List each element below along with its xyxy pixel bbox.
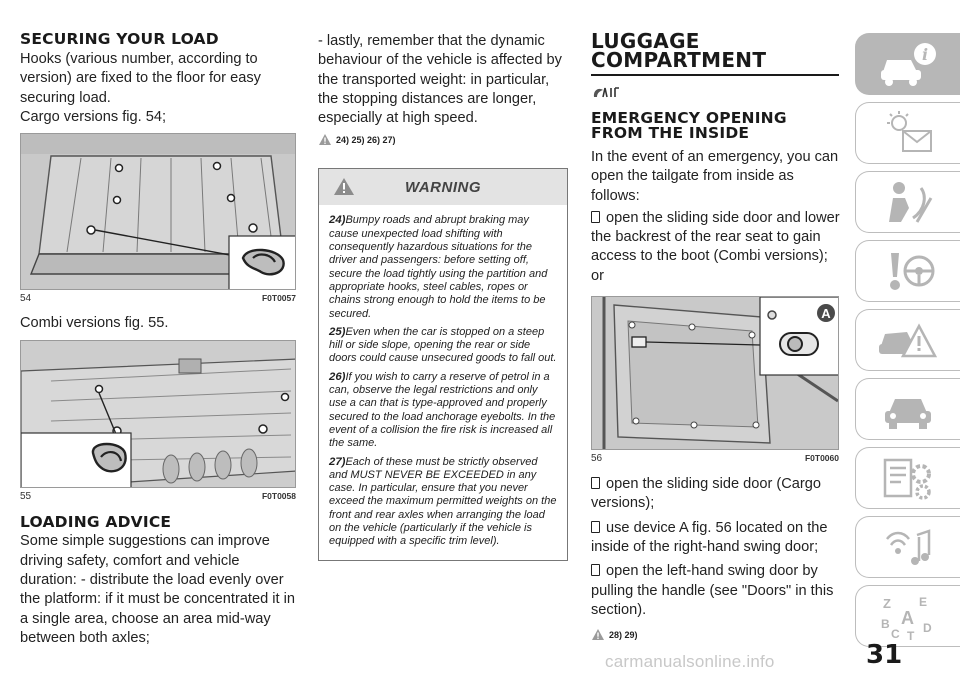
warning-item-text: Each of these must be strictly observed and MUST NEVER BE EXCEEDED in any case. In particular, ensure that you never exceed the maximum permitted weights on the front and rear axles when arranging the load on the vehicle (particularly if the vehicle is equipped with a specific trim level).: [329, 455, 557, 548]
heading-loading-advice: LOADING ADVICE: [20, 513, 172, 532]
index-letter: A: [901, 608, 914, 628]
heading-emergency-line-1: EMERGENCY OPENING: [591, 109, 787, 127]
multimedia-icon: [877, 523, 939, 571]
bullet-item: [591, 475, 843, 514]
emergency-icon: [877, 316, 939, 364]
figure-55-combi-floor-hooks: [20, 340, 296, 488]
index-icon: [877, 592, 939, 640]
bullet-item: [591, 562, 843, 620]
cargo-floor-illustration: [21, 134, 296, 290]
index-letter: T: [907, 629, 915, 640]
figure-54-code: F0T0057: [261, 293, 296, 304]
bullet-item: [591, 209, 843, 267]
warning-reference-text: 28) 29): [609, 629, 638, 640]
warning-reference-text: 24) 25) 26) 27): [336, 134, 396, 145]
index-letter: B: [881, 617, 890, 631]
bullet-checkbox-icon: [591, 564, 600, 576]
warning-title: WARNING: [405, 178, 481, 196]
heading-rule: [591, 74, 839, 76]
tab-car-info[interactable]: [855, 33, 960, 95]
index-letter: C: [891, 627, 900, 640]
warning-box: [318, 168, 568, 560]
bullet-text: open the left-hand swing door by pulling the handle (see "Doors" in this section).: [591, 563, 834, 618]
figure-56-number: 56: [591, 453, 603, 465]
chapter-tab-sidebar: [855, 0, 960, 678]
figure-56-label-a: A: [821, 306, 831, 322]
column-left: [20, 0, 296, 648]
car-info-icon: [877, 40, 939, 88]
column-middle: [318, 0, 568, 561]
warning-item: [329, 326, 557, 366]
tab-emergency[interactable]: [855, 309, 960, 371]
tab-technical-data[interactable]: [855, 447, 960, 509]
paragraph-lastly: - lastly, remember that the dynamic behaviour of the vehicle is affected by the transported weight: in particular, the stopping distances are longer, especially at high speed.: [318, 33, 562, 127]
bullet-checkbox-icon: [591, 521, 600, 533]
warning-lights-icon: [877, 109, 939, 157]
warning-item-number: 27): [329, 455, 346, 468]
index-letter: E: [919, 595, 928, 609]
warning-item: [329, 214, 557, 320]
tab-starting-driving[interactable]: [855, 240, 960, 302]
warning-box-header: [319, 169, 567, 205]
figure-55-code: F0T0058: [261, 491, 296, 502]
warning-item: [329, 456, 557, 549]
warning-items: [319, 205, 567, 559]
warning-item-number: 24): [329, 214, 346, 227]
paragraph-or: or: [591, 267, 604, 284]
paragraph-emergency-intro: In the event of an emergency, you can open the tailgate from inside as follows:: [591, 149, 839, 204]
warning-item: [329, 371, 557, 451]
maintenance-icon: [877, 385, 939, 433]
column-right: [591, 0, 843, 641]
heading-luggage-line-1: LUGGAGE: [591, 29, 700, 53]
figure-56-caption: [591, 453, 839, 465]
paragraph-combi-versions: Combi versions fig. 55.: [20, 315, 169, 332]
figure-56-code: F0T0060: [804, 453, 839, 464]
watermark: carmanualsonline.info: [605, 652, 775, 671]
warning-item-text: If you wish to carry a reserve of petrol in a can, observe the legal restrictions and only use a can that is type-approved and properly secured to the load anchorage eyebolts. In the event of a collision the fire risk is increased all the same.: [329, 370, 556, 450]
figure-56-swing-door-device: [591, 296, 839, 450]
heading-emergency-line-2: FROM THE INSIDE: [591, 124, 750, 142]
warning-item-number: 25): [329, 325, 346, 338]
warning-item-text: Bumpy roads and abrupt braking may cause unexpected load shifting with consequently hazardous situations for the driver and passengers: before setting off, secure the load tightly using the partition and appropriate hooks, steel cables, ropes or chains strong enough to hold the items to be secured.: [329, 214, 548, 320]
tab-maintenance[interactable]: [855, 378, 960, 440]
bullet-text: use device A fig. 56 located on the inside of the right-hand swing door;: [591, 519, 828, 555]
safety-airbag-icon: [877, 178, 939, 226]
warning-triangle-icon: [333, 177, 355, 196]
index-letter: Z: [883, 596, 891, 611]
paragraph-cargo-versions: Cargo versions fig. 54;: [20, 108, 167, 125]
figure-54-cargo-floor-hooks: [20, 133, 296, 290]
heading-securing-load: SECURING YOUR LOAD: [20, 30, 219, 48]
figure-55-caption: [20, 491, 296, 503]
warning-item-number: 26): [329, 370, 346, 383]
warning-reference-24-27: [318, 133, 568, 146]
index-letter: D: [923, 621, 932, 635]
swing-door-illustration: [592, 297, 839, 450]
warning-triangle-icon: [318, 133, 332, 146]
heading-luggage-line-2: COMPARTMENT: [591, 48, 767, 72]
heading-emergency-opening: [591, 111, 843, 141]
bullet-checkbox-icon: [591, 477, 600, 489]
tab-safety[interactable]: [855, 171, 960, 233]
warning-reference-28-29: [591, 628, 843, 641]
eco-lock-icon: [591, 84, 621, 100]
paragraph-securing: Hooks (various number, according to version) are fixed to the floor for easy securing load.: [20, 51, 261, 106]
tab-multimedia[interactable]: [855, 516, 960, 578]
bullet-item: [591, 519, 843, 558]
tab-index[interactable]: [855, 585, 960, 647]
svg-text:i: i: [921, 45, 929, 64]
starting-driving-icon: [877, 247, 939, 295]
page-number: 31: [866, 640, 903, 670]
figure-55-number: 55: [20, 491, 32, 503]
combi-floor-illustration: [21, 341, 296, 488]
warning-triangle-icon: [591, 628, 605, 641]
figure-54-caption: [20, 293, 296, 305]
figure-54-number: 54: [20, 293, 32, 305]
technical-data-icon: [877, 454, 939, 502]
heading-luggage-compartment: [591, 29, 843, 72]
bullet-text: open the sliding side door (Cargo versions);: [591, 476, 821, 512]
warning-item-text: Even when the car is stopped on a steep hill or side slope, opening the rear or side doors could cause unsecured goods to fall out.: [329, 325, 557, 365]
paragraph-loading-advice: Some simple suggestions can improve driving safety, comfort and vehicle duration: - distribute the load evenly over the platform: if it must be concentrated it in a single area, choose an area mid-way between both axles;: [20, 533, 295, 646]
bullet-text: open the sliding side door and lower the backrest of the rear seat to gain access to the boot (Combi versions);: [591, 209, 840, 265]
tab-warning-lights[interactable]: [855, 102, 960, 164]
bullet-checkbox-icon: [591, 211, 600, 223]
